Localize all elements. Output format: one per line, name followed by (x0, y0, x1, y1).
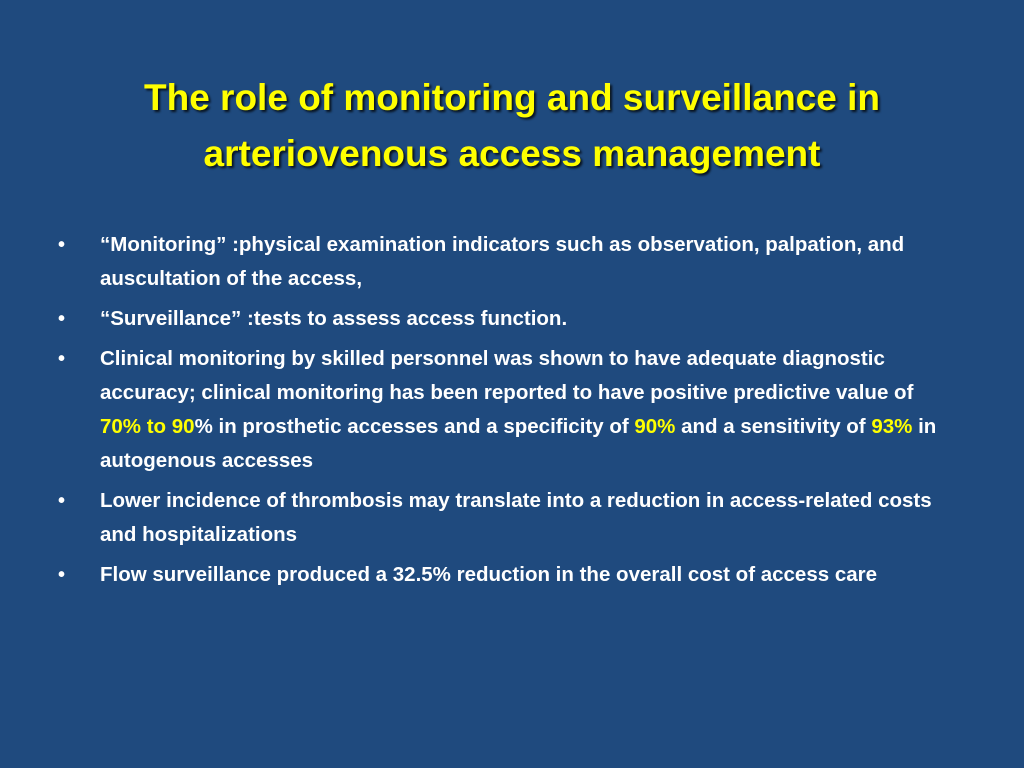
highlight-ppv-range: 70% to 90 (100, 415, 195, 438)
bullet-text: “Monitoring” :physical examination indicators such as observation, palpation, and auscultation of the access, (100, 233, 905, 290)
slide-title-line-2: arteriovenous access management (203, 133, 821, 174)
bullet-item-flow-surveillance (58, 558, 958, 592)
bullet-item-monitoring (58, 228, 958, 296)
bullet-text: Lower incidence of thrombosis may translate into a reduction in access-related costs and hospitalizations (100, 489, 932, 546)
bullet-icon: • (58, 348, 66, 370)
highlight-specificity: 90% (634, 415, 676, 438)
bullet-item-clinical-monitoring (58, 342, 958, 478)
bullet-text-segment: in autogenous accesses (100, 415, 937, 472)
bullet-icon: • (58, 308, 66, 330)
bullet-text-segment: % in prosthetic accesses and a specificity of (194, 415, 635, 438)
bullet-icon: • (58, 564, 66, 586)
bullet-text-segment: and a sensitivity of (675, 415, 872, 438)
slide-title-line-1: The role of monitoring and surveillance in (144, 77, 880, 118)
bullet-text: Flow surveillance produced a 32.5% reduction in the overall cost of access care (100, 563, 878, 586)
slide-title (40, 70, 984, 182)
bullet-item-thrombosis (58, 484, 958, 552)
bullet-list (58, 228, 958, 598)
highlight-sensitivity: 93% (871, 415, 913, 438)
bullet-icon: • (58, 234, 66, 256)
bullet-item-surveillance (58, 302, 958, 336)
bullet-text-segment: Clinical monitoring by skilled personnel was shown to have adequate diagnostic accuracy; clinical monitoring has been reported to have positive predictive value of (100, 347, 914, 404)
bullet-text: “Surveillance” :tests to assess access function. (100, 307, 568, 330)
bullet-icon: • (58, 490, 66, 512)
